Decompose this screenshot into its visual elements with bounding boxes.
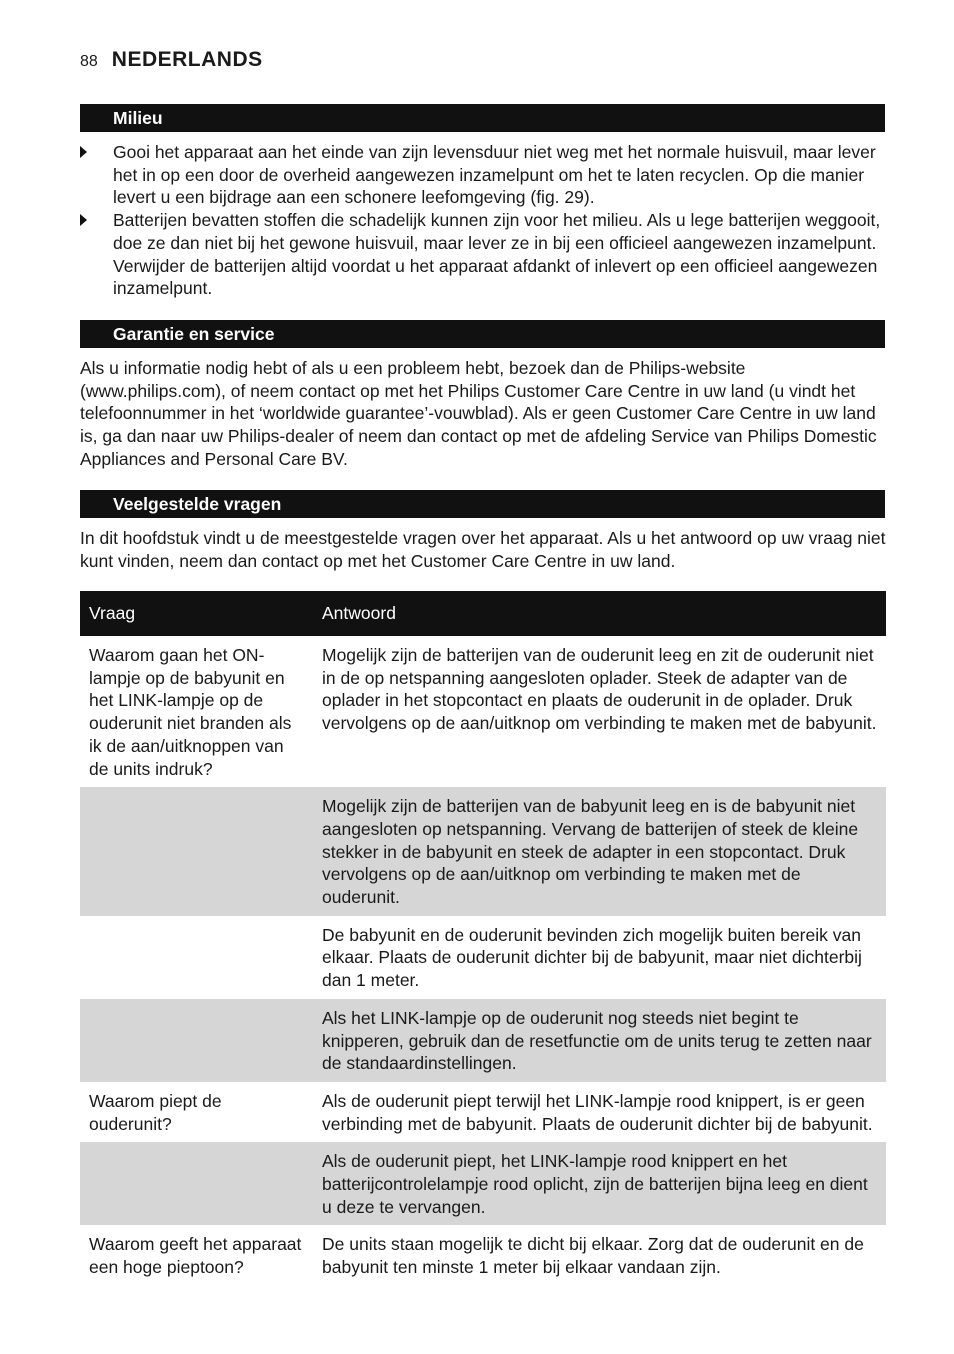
philips-website-link[interactable]: www.philips.com	[85, 380, 216, 401]
bullet-text: Gooi het apparaat aan het einde van zijn levensduur niet weg met het normale huisvuil, maar lever het in op een door de overheid aangewezen inzamelpunt om het te laten recyclen. Op die manier levert u een bijdrage aan een schonere leefomgeving (fig. 29).	[113, 142, 876, 208]
table-row	[80, 1225, 886, 1285]
answer-cell: Als het LINK-lampje op de ouderunit nog steeds niet begint te knipperen, gebruik dan de resetfunctie om de units terug te zetten naar de standaardinstellingen.	[312, 999, 886, 1082]
question-cell	[80, 1142, 312, 1225]
question-cell: Waarom geeft het apparaat een hoge pieptoon?	[89, 1234, 302, 1278]
language-heading: NEDERLANDS	[111, 48, 263, 71]
table-header-row	[80, 591, 886, 636]
answer-cell: De units staan mogelijk te dicht bij elkaar. Zorg dat de ouderunit en de babyunit ten minste 1 meter bij elkaar vandaan zijn.	[322, 1234, 864, 1278]
garantie-paragraph	[80, 357, 890, 471]
table-row	[80, 787, 886, 916]
question-cell	[80, 999, 312, 1082]
bullet-text: Batterijen bevatten stoffen die schadelijk kunnen zijn voor het milieu. Als u lege batterijen weggooit, doe ze dan niet bij het gewone huisvuil, maar lever ze in bij een officieel aangewezen inzamelpunt. Verwijder de batterijen altijd voordat u het apparaat afdankt of inlevert op een officieel aangewezen inzamelpunt.	[113, 210, 881, 299]
answer-cell: De babyunit en de ouderunit bevinden zich mogelijk buiten bereik van elkaar. Plaats de ouderunit dichter bij de babyunit, maar niet dichterbij dan 1 meter.	[322, 924, 862, 991]
garantie-text-after: ), of neem contact op met het Philips Customer Care Centre in uw land (u vindt het telefoonnummer in het ‘worldwide guarantee’-vouwblad). Als er geen Customer Care Centre in uw land is, ga dan naar uw Philips-dealer of neem dan contact op met de afdeling Service van Philips Domestic Appliances and Personal Care BV.	[80, 380, 877, 469]
answer-cell: Mogelijk zijn de batterijen van de babyunit leeg en is de babyunit niet aangesloten op netspanning. Vervang de batterijen of steek de kleine stekker in de babyunit en steek de adapter in een stopcontact. Druk vervolgens op de aan/uitknop om verbinding te maken met de ouderunit.	[312, 787, 886, 916]
list-item	[80, 209, 885, 300]
column-header-answer: Antwoord	[312, 591, 886, 636]
faq-table	[80, 591, 886, 1286]
section-heading-milieu: Milieu	[80, 104, 885, 132]
page-header	[80, 48, 263, 74]
faq-intro: In dit hoofdstuk vindt u de meestgestelde vragen over het apparaat. Als u het antwoord op uw vraag niet kunt vinden, neem dan contact op met het Customer Care Centre in uw land.	[80, 528, 886, 571]
bullet-triangle-icon	[80, 214, 87, 226]
page-number: 88	[80, 53, 98, 70]
bullet-triangle-icon	[80, 146, 87, 158]
question-cell	[80, 787, 312, 916]
answer-cell: Als de ouderunit piept, het LINK-lampje rood knippert en het batterijcontrolelampje rood oplicht, zijn de batterijen bijna leeg en dient u deze te vervangen.	[312, 1142, 886, 1225]
milieu-bullet-list	[80, 141, 885, 300]
table-row	[80, 1082, 886, 1142]
list-item	[80, 141, 885, 209]
answer-cell: Als de ouderunit piept terwijl het LINK-lampje rood knippert, is er geen verbinding met de babyunit. Plaats de ouderunit dichter bij de babyunit.	[322, 1090, 873, 1134]
table-row	[80, 1142, 886, 1225]
column-header-question: Vraag	[80, 591, 312, 636]
table-row	[80, 916, 886, 999]
question-cell	[80, 916, 312, 999]
section-heading-garantie: Garantie en service	[80, 320, 885, 348]
table-row	[80, 999, 886, 1082]
garantie-text-before: Als u informatie nodig hebt of als u een probleem hebt, bezoek dan de Philips-website (	[80, 358, 746, 401]
table-row	[80, 636, 886, 787]
question-cell: Waarom piept de ouderunit?	[89, 1090, 222, 1134]
answer-cell: Mogelijk zijn de batterijen van de ouderunit leeg en zit de ouderunit niet in de op netspanning aangesloten oplader. Steek de adapter van de oplader in het stopcontact en plaats de ouderunit in de oplader. Druk vervolgens op de aan/uitknop om verbinding te maken met de babyunit.	[322, 645, 877, 734]
section-heading-faq: Veelgestelde vragen	[80, 490, 885, 518]
question-cell: Waarom gaan het ON-lampje op de babyunit en het LINK-lampje op de ouderunit niet branden als ik de aan/uitknoppen van de units indruk?	[89, 645, 292, 779]
